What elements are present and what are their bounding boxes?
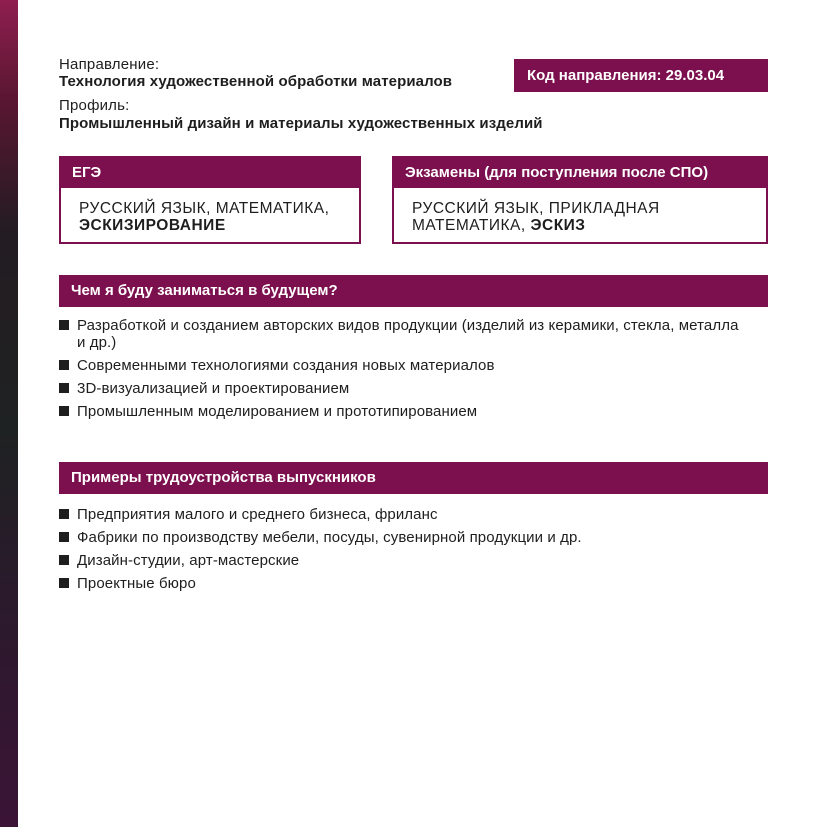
list-item: Промышленным моделированием и прототипированием xyxy=(59,403,749,420)
employment-section-title: Примеры трудоустройства выпускников xyxy=(59,462,768,494)
future-list xyxy=(59,317,749,426)
list-item: Разработкой и созданием авторских видов продукции (изделий из керамики, стекла, металла и др.) xyxy=(59,317,749,351)
profile-value: Промышленный дизайн и материалы художественных изделий xyxy=(59,115,543,132)
employment-list xyxy=(59,506,749,598)
profile-label: Профиль: xyxy=(59,97,130,114)
square-bullet-icon xyxy=(59,509,69,519)
ege-extra-subject: ЭСКИЗИРОВАНИЕ xyxy=(79,217,226,234)
list-item: Предприятия малого и среднего бизнеса, фриланс xyxy=(59,506,749,523)
decorative-side-bar xyxy=(0,0,18,827)
spo-subjects: РУССКИЙ ЯЗЫК, ПРИКЛАДНАЯ МАТЕМАТИКА, xyxy=(412,200,660,234)
future-section-title: Чем я буду заниматься в будущем? xyxy=(59,275,768,307)
square-bullet-icon xyxy=(59,320,69,330)
list-item: 3D-визуализацией и проектированием xyxy=(59,380,749,397)
square-bullet-icon xyxy=(59,532,69,542)
direction-label: Направление: xyxy=(59,56,160,73)
square-bullet-icon xyxy=(59,360,69,370)
ege-subjects-block xyxy=(61,188,359,234)
square-bullet-icon xyxy=(59,578,69,588)
ege-title: ЕГЭ xyxy=(61,158,359,188)
square-bullet-icon xyxy=(59,555,69,565)
spo-title: Экзамены (для поступления после СПО) xyxy=(394,158,766,188)
list-item: Дизайн-студии, арт-мастерские xyxy=(59,552,749,569)
spo-box xyxy=(392,156,768,244)
ege-box xyxy=(59,156,361,244)
spo-extra-subject: ЭСКИЗ xyxy=(530,217,586,234)
direction-value: Технология художественной обработки материалов xyxy=(59,73,453,90)
square-bullet-icon xyxy=(59,406,69,416)
list-item: Проектные бюро xyxy=(59,575,749,592)
list-item: Современными технологиями создания новых материалов xyxy=(59,357,749,374)
direction-code-badge: Код направления: 29.03.04 xyxy=(514,59,768,92)
list-item: Фабрики по производству мебели, посуды, сувенирной продукции и др. xyxy=(59,529,749,546)
square-bullet-icon xyxy=(59,383,69,393)
spo-subjects-block xyxy=(394,188,766,234)
ege-subjects: РУССКИЙ ЯЗЫК, МАТЕМАТИКА, xyxy=(79,200,330,217)
